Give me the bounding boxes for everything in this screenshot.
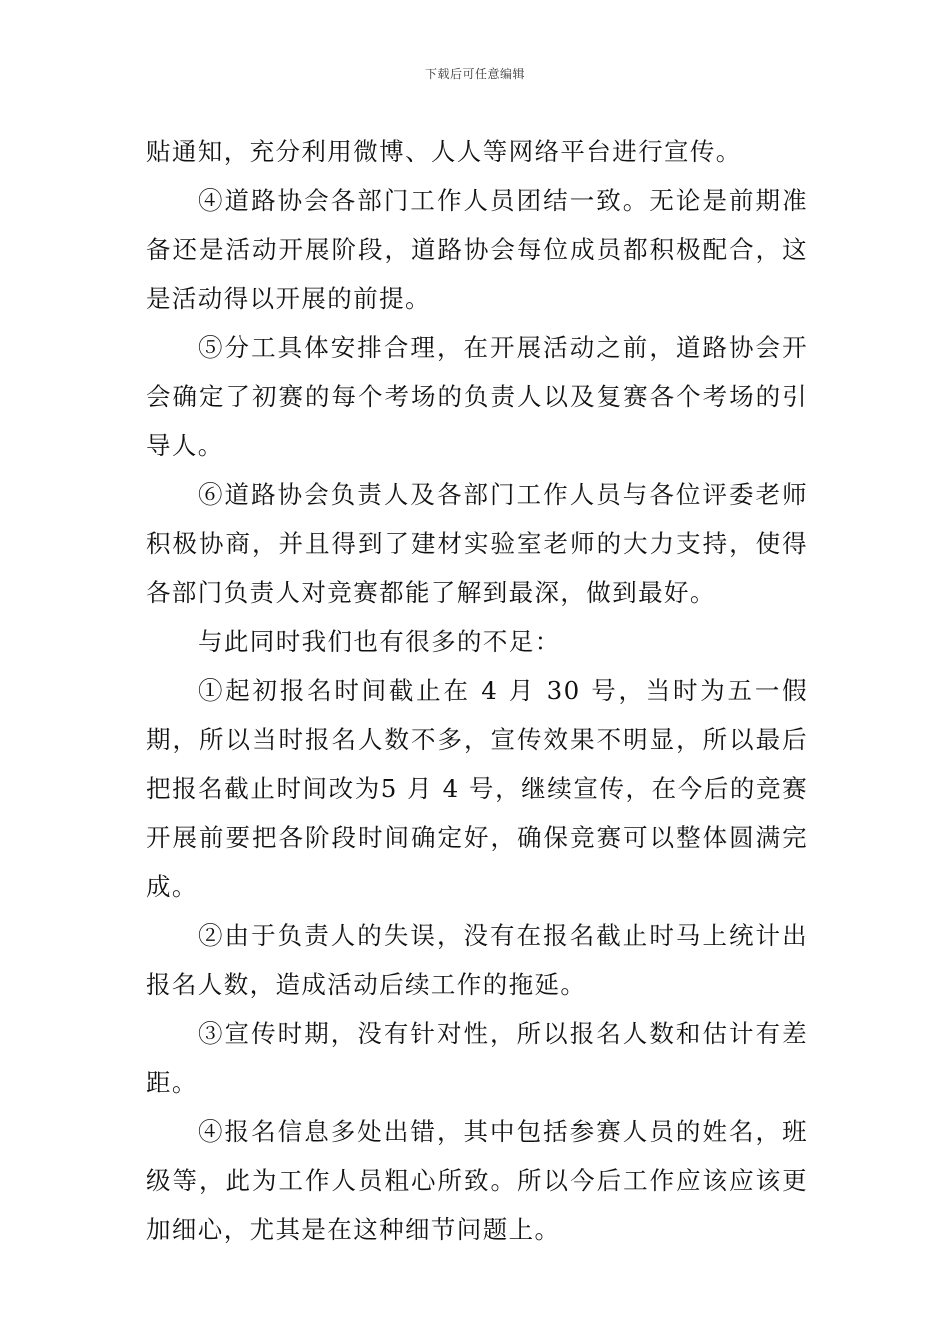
document-body xyxy=(146,127,808,1254)
paragraph: ②由于负责人的失误，没有在报名截止时马上统计出报名人数，造成活动后续工作的拖延。 xyxy=(146,921,808,999)
paragraph: ①起初报名时间截止在 4 月 30 号，当时为五一假期，所以当时报名人数不多，宣传效果不明显，所以最后把报名截止时间改为5 月 4 号，继续宣传，在今后的竞赛开展前要把各阶段时间确定好，确保竞赛可以整体圆满完成。 xyxy=(146,676,808,901)
paragraph: 贴通知，充分利用微博、人人等网络平台进行宣传。 xyxy=(146,137,742,166)
page-header: 下载后可任意编辑 xyxy=(424,67,525,81)
paragraph: ⑤分工具体安排合理，在开展活动之前，道路协会开会确定了初赛的每个考场的负责人以及复赛各个考场的引导人。 xyxy=(146,333,808,460)
paragraph: ③宣传时期，没有针对性，所以报名人数和估计有差距。 xyxy=(146,1019,808,1097)
paragraph: 与此同时我们也有很多的不足： xyxy=(198,627,561,656)
paragraph: ④道路协会各部门工作人员团结一致。无论是前期准备还是活动开展阶段，道路协会每位成员都积极配合，这是活动得以开展的前提。 xyxy=(146,186,808,313)
paragraph: ④报名信息多处出错，其中包括参赛人员的姓名，班级等，此为工作人员粗心所致。所以今后工作应该应该更加细心，尤其是在这种细节问题上。 xyxy=(146,1117,808,1244)
paragraph: ⑥道路协会负责人及各部门工作人员与各位评委老师积极协商，并且得到了建材实验室老师的大力支持，使得各部门负责人对竞赛都能了解到最深，做到最好。 xyxy=(146,480,808,607)
